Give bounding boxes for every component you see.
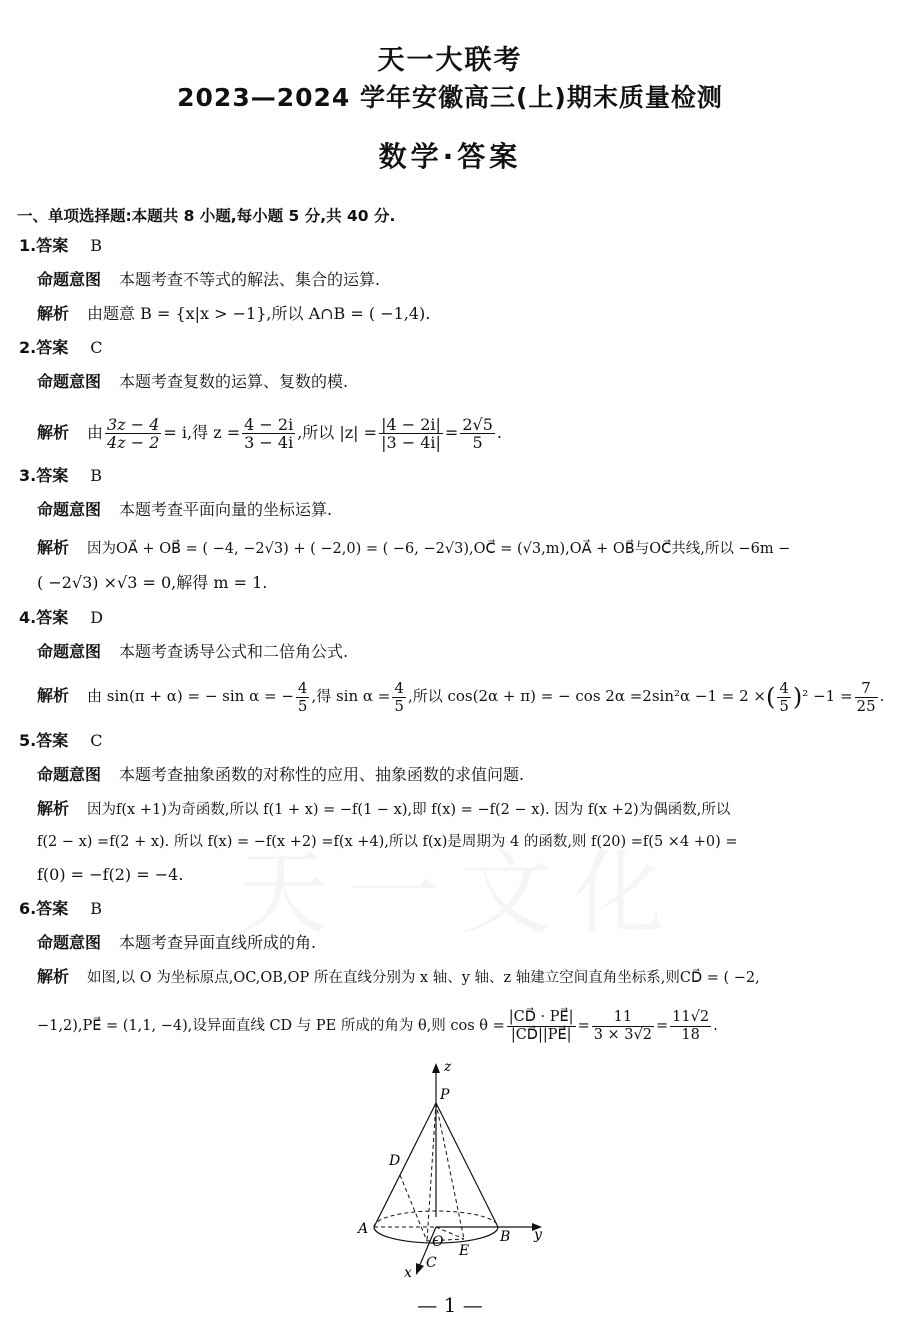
q2-fraction xyxy=(105,416,161,451)
intent-label: 命题意图 xyxy=(37,500,102,519)
intent-label: 命题意图 xyxy=(37,372,102,391)
paren: ) xyxy=(792,683,803,711)
q4-sol-text: . xyxy=(879,687,885,705)
q2-intent: 本题考查复数的运算、复数的模. xyxy=(119,372,349,391)
fraction-numerator: 4 xyxy=(779,678,789,697)
segment-PE xyxy=(436,1103,464,1239)
label-E: E xyxy=(459,1243,470,1259)
q4-fraction xyxy=(855,680,878,715)
q6-intent-row xyxy=(37,933,316,953)
q5-answer: C xyxy=(90,731,103,750)
q5-intent: 本题考查抽象函数的对称性的应用、抽象函数的求值问题. xyxy=(119,765,525,784)
q4-sol-text: 由 sin(π + α) = − sin α = − xyxy=(87,687,294,705)
fraction-denominator: |3 − 4i| xyxy=(381,433,441,452)
label-y: y xyxy=(534,1227,542,1243)
exam-title: 2023—2024 学年安徽高三(上)期末质量检测 xyxy=(177,83,723,112)
fraction-denominator: 3 × 3√2 xyxy=(593,1026,653,1043)
q2-intent-row xyxy=(37,372,348,392)
q5-intent-row xyxy=(37,765,524,785)
q1-answer: B xyxy=(90,236,102,255)
q4-sol-text: ,得 sin α = xyxy=(311,687,391,705)
q5-solution-row2 xyxy=(37,832,738,852)
intent-label: 命题意图 xyxy=(37,642,102,661)
q4-fraction xyxy=(392,680,406,715)
answer-label: 答案 xyxy=(36,466,69,485)
q5-solution-line2: f(2 − x) =f(2 + x). 所以 f(x) = −f(x +2) =f(x +4),所以 f(x)是周期为 4 的函数,则 f(20) =f(5 ×4 +0) = xyxy=(37,834,738,850)
q5-answer-row xyxy=(19,731,102,751)
q2-fraction xyxy=(242,416,295,451)
q3-intent: 本题考查平面向量的坐标运算. xyxy=(119,500,333,519)
q1-solution-row xyxy=(37,304,430,324)
fraction-numerator: 2√5 xyxy=(462,415,493,434)
cone-figure xyxy=(340,1055,560,1285)
q4-answer-row xyxy=(19,608,103,628)
q2-sol-text: . xyxy=(496,423,502,442)
q6-solution-row2 xyxy=(37,1004,718,1048)
q5-solution-line1: 因为f(x +1)为奇函数,所以 f(1 + x) = −f(1 − x),即 f(x) = −f(2 − x). 因为 f(x +2)为偶函数,所以 xyxy=(87,802,731,818)
q5-number: 5. xyxy=(19,731,37,750)
label-P: P xyxy=(440,1087,450,1103)
label-x: x xyxy=(404,1265,412,1281)
q6-sol-text: = xyxy=(656,1018,669,1034)
q1-intent-row xyxy=(37,270,380,290)
answer-label: 答案 xyxy=(36,608,69,627)
q3-intent-row xyxy=(37,500,332,520)
q6-solution-line1: 如图,以 O 为坐标原点,OC,OB,OP 所在直线分别为 x 轴、y 轴、z 轴建立空间直角坐标系,则CD⃗ = ( −2, xyxy=(87,970,760,986)
solution-label: 解析 xyxy=(37,799,70,818)
q1-solution: 由题意 B = {x|x > −1},所以 A∩B = ( −1,4). xyxy=(87,304,431,323)
answer-label: 答案 xyxy=(36,236,69,255)
label-A: A xyxy=(358,1221,369,1237)
q4-sol-text: ,所以 cos(2α + π) = − cos 2α =2sin²α −1 = 2 × xyxy=(407,687,766,705)
q4-intent: 本题考查诱导公式和二倍角公式. xyxy=(119,642,349,661)
q4-fraction xyxy=(777,680,791,715)
q6-fraction xyxy=(592,1009,654,1044)
q4-sol-text: ² −1 = xyxy=(802,687,853,705)
intent-label: 命题意图 xyxy=(37,270,102,289)
answer-label: 答案 xyxy=(36,899,69,918)
paren: ( xyxy=(766,683,776,711)
q2-answer-row xyxy=(19,338,102,358)
intent-label: 命题意图 xyxy=(37,933,102,952)
fraction-numerator: |4 − 2i| xyxy=(381,415,441,434)
q6-sol-text: . xyxy=(713,1018,718,1034)
q4-number: 4. xyxy=(19,608,37,627)
fraction-denominator: 5 xyxy=(779,696,789,715)
page-number: — 1 — xyxy=(417,1293,483,1317)
q1-answer-row xyxy=(19,236,102,256)
slant-PB xyxy=(436,1103,498,1227)
q2-answer: C xyxy=(90,338,103,357)
solution-label: 解析 xyxy=(37,304,70,323)
q3-solution-row xyxy=(37,538,790,559)
q6-solution-row xyxy=(37,967,760,988)
fraction-denominator: 5 xyxy=(472,433,483,452)
q3-answer-row xyxy=(19,466,102,486)
fraction-numerator: 4 xyxy=(297,678,308,697)
q1-number: 1. xyxy=(19,236,37,255)
label-C: C xyxy=(426,1255,437,1271)
solution-label: 解析 xyxy=(37,686,70,705)
section-heading: 一、单项选择题:本题共 8 小题,每小题 5 分,共 40 分. xyxy=(17,207,396,225)
slant-PA xyxy=(374,1103,436,1227)
q3-solution-row2 xyxy=(37,573,267,593)
q4-answer: D xyxy=(90,608,104,627)
q4-fraction xyxy=(296,680,310,715)
q2-sol-text: ,所以 |z| = xyxy=(297,423,378,442)
q6-sol-text: −1,2),PE⃗ = (1,1, −4),设异面直线 CD 与 PE 所成的角为 θ,则 cos θ = xyxy=(37,1018,505,1034)
label-z: z xyxy=(444,1059,452,1075)
org-title: 天一大联考 xyxy=(377,45,523,76)
q2-fraction xyxy=(460,416,495,451)
fraction-numerator: 7 xyxy=(855,680,878,698)
q6-intent: 本题考查异面直线所成的角. xyxy=(119,933,317,952)
q4-solution-row xyxy=(37,676,884,717)
fraction-numerator: 11 xyxy=(592,1009,654,1027)
segment-DC xyxy=(400,1175,427,1241)
q3-solution-line2: ( −2√3) ×√3 = 0,解得 m = 1. xyxy=(37,573,268,592)
q6-answer: B xyxy=(90,899,102,918)
label-D: D xyxy=(389,1153,401,1169)
q3-number: 3. xyxy=(19,466,37,485)
q2-sol-text: 由 xyxy=(87,423,104,442)
q2-sol-text: = i,得 z = xyxy=(163,423,241,442)
q3-solution-line1: 因为OA⃗ + OB⃗ = ( −4, −2√3) + ( −2,0) = ( −6, −2√3),OC⃗ = (√3,m),OA⃗ + OB⃗与OC⃗共线,所以 −6m − xyxy=(87,541,791,557)
solution-label: 解析 xyxy=(37,967,70,986)
fraction-denominator: 5 xyxy=(394,696,404,715)
solution-label: 解析 xyxy=(37,423,70,442)
answer-label: 答案 xyxy=(36,731,69,750)
z-axis-arrow xyxy=(432,1063,440,1073)
label-O: O xyxy=(432,1234,444,1250)
q6-answer-row xyxy=(19,899,102,919)
fraction-denominator: 5 xyxy=(297,696,308,715)
fraction-numerator: 4 xyxy=(394,678,404,697)
segment-PC xyxy=(427,1103,436,1241)
fraction-numerator: |CD⃗ · PE⃗| xyxy=(508,1008,574,1025)
q2-fraction xyxy=(379,416,443,451)
fraction-numerator: 11√2 xyxy=(672,1008,710,1025)
x-axis-arrow xyxy=(416,1263,424,1275)
q2-sol-text: = xyxy=(444,423,459,442)
q3-answer: B xyxy=(90,466,102,485)
solution-label: 解析 xyxy=(37,538,70,557)
q2-solution-row xyxy=(37,413,502,453)
answer-label: 答案 xyxy=(36,338,69,357)
fraction-denominator: 4z − 2 xyxy=(107,433,160,452)
fraction-denominator: 18 xyxy=(681,1026,700,1043)
q5-solution-row3 xyxy=(37,865,183,885)
q5-solution-row xyxy=(37,799,730,820)
q6-fraction xyxy=(670,1009,711,1044)
fraction-denominator: 25 xyxy=(856,696,876,715)
label-B: B xyxy=(500,1229,511,1245)
subject-title: 数学·答案 xyxy=(378,140,522,173)
intent-label: 命题意图 xyxy=(37,765,102,784)
q6-number: 6. xyxy=(19,899,37,918)
q1-intent: 本题考查不等式的解法、集合的运算. xyxy=(119,270,381,289)
fraction-numerator: 3z − 4 xyxy=(107,415,160,434)
fraction-denominator: |CD⃗||PE⃗| xyxy=(510,1026,572,1043)
q2-number: 2. xyxy=(19,338,37,357)
q6-fraction xyxy=(507,1009,576,1044)
q5-solution-line3: f(0) = −f(2) = −4. xyxy=(37,865,184,884)
q6-sol-text: = xyxy=(577,1018,590,1034)
q4-intent-row xyxy=(37,642,348,662)
fraction-numerator: 4 − 2i xyxy=(244,415,294,434)
fraction-denominator: 3 − 4i xyxy=(244,433,294,452)
